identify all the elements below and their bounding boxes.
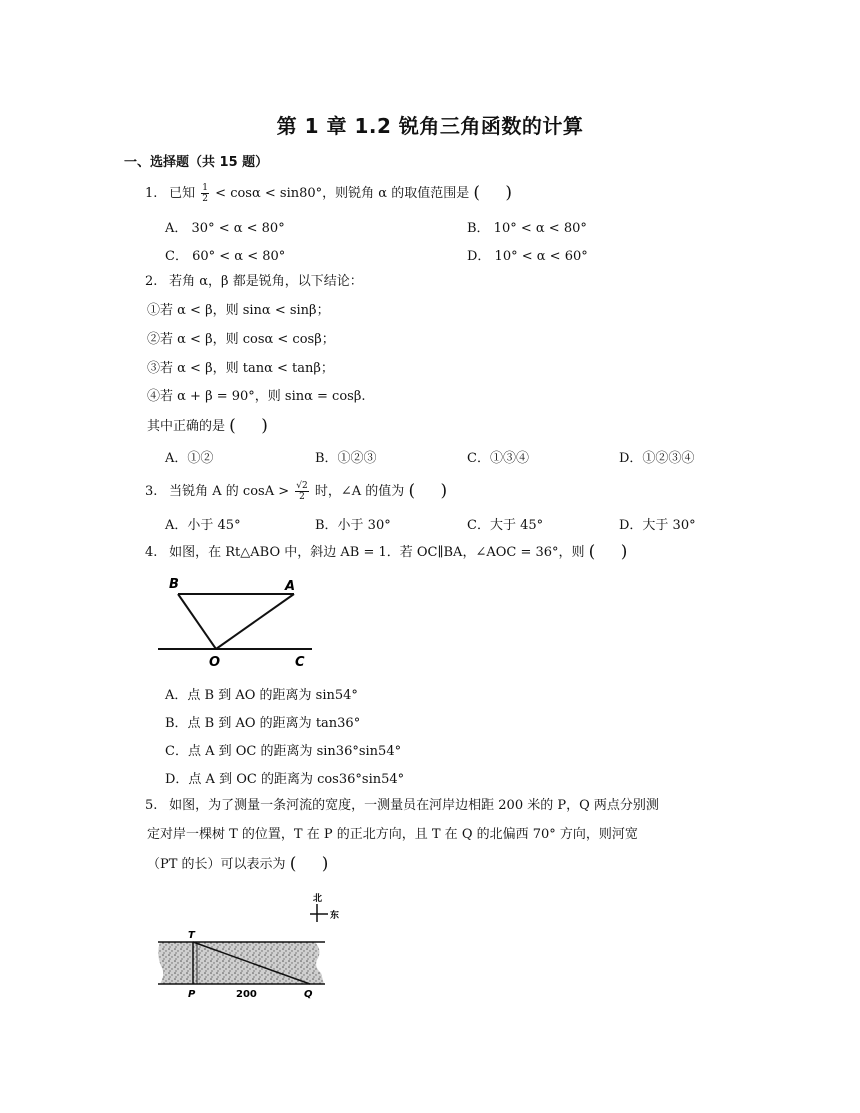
label-c: C: [295, 655, 305, 670]
label-o: O: [209, 655, 221, 670]
question-number: 3.: [145, 484, 158, 499]
option-c: C．点 A 到 OC 的距离为 sin36°sin54°: [165, 744, 402, 759]
question-2-ask: [147, 417, 278, 436]
question-number: 2.: [145, 274, 158, 289]
segment-bo: [178, 594, 216, 649]
option-a: A．①②: [165, 451, 214, 466]
question-text: 时，∠A 的值为: [314, 484, 405, 499]
label-q: Q: [304, 989, 313, 1000]
option-d: D．大于 30°: [619, 518, 696, 533]
label-b: B: [169, 577, 179, 592]
option-c: C． 60° < α < 80°: [165, 249, 286, 264]
answer-blank: ( ): [588, 542, 638, 562]
page-title: 第 1 章 1.2 锐角三角函数的计算: [276, 114, 584, 138]
question-text: 已知: [169, 186, 196, 201]
option-a: A．点 B 到 AO 的距离为 sin54°: [165, 688, 358, 703]
option-b: B．①②③: [315, 451, 377, 466]
option-a: A．小于 45°: [165, 518, 241, 533]
question-5-line-1: [145, 797, 659, 815]
option-a: A． 30° < α < 80°: [165, 221, 285, 236]
label-t: T: [188, 930, 195, 941]
question-text: 若角 α，β 都是锐角，以下结论：: [169, 274, 363, 289]
statement-2: ②若 α < β，则 cosα < cosβ；: [147, 332, 335, 347]
answer-blank: ( ): [473, 183, 523, 203]
fraction-numerator: 1: [202, 183, 209, 193]
statement-1: ①若 α < β，则 sinα < sinβ；: [147, 303, 330, 318]
label-distance: 200: [236, 989, 257, 1000]
option-b: B．小于 30°: [315, 518, 391, 533]
compass-east-label: 东: [330, 911, 340, 921]
label-a: A: [285, 579, 296, 594]
fraction: [295, 481, 308, 502]
option-c: C．①③④: [467, 451, 529, 466]
option-c: C．大于 45°: [467, 518, 544, 533]
question-5-line-2: 定对岸一棵树 T 的位置，T 在 P 的正北方向，且 T 在 Q 的北偏西 70° 方向，则河宽: [147, 827, 638, 842]
question-text: 如图，为了测量一条河流的宽度，一测量员在河岸边相距 200 米的 P，Q 两点分别测: [169, 798, 659, 813]
answer-blank: ( ): [229, 416, 278, 436]
river-figure: [150, 888, 350, 1003]
question-number: 1.: [145, 186, 158, 201]
question-4-stem: [145, 543, 637, 562]
statement-3: ③若 α < β，则 tanα < tanβ；: [147, 361, 334, 376]
fraction: [201, 183, 209, 204]
section-heading: 一、选择题（共 15 题）: [124, 155, 269, 170]
segment-ao: [216, 594, 294, 649]
option-d: D．点 A 到 OC 的距离为 cos36°sin54°: [165, 772, 405, 787]
question-text: 其中正确的是: [147, 419, 226, 434]
label-p: P: [188, 989, 196, 1000]
statement-4: ④若 α + β = 90°，则 sinα = cosβ.: [147, 389, 366, 404]
question-5-line-3: [147, 855, 338, 874]
fraction-denominator: 2: [202, 194, 209, 204]
triangle-figure: [150, 572, 320, 672]
question-text: 当锐角 A 的 cosA >: [169, 484, 290, 499]
option-b: B．点 B 到 AO 的距离为 tan36°: [165, 716, 361, 731]
question-number: 4.: [145, 545, 158, 560]
answer-blank: ( ): [408, 481, 458, 501]
question-1-stem: [145, 183, 522, 204]
option-b: B． 10° < α < 80°: [467, 221, 587, 236]
fraction-denominator: 2: [299, 492, 305, 502]
question-text: < cosα < sin80°，则锐角 α 的取值范围是: [215, 186, 470, 201]
answer-blank: ( ): [289, 854, 339, 874]
option-d: D． 10° < α < 60°: [467, 249, 588, 264]
question-text: 如图，在 Rt△ABO 中，斜边 AB = 1．若 OC∥BA，∠AOC = 36°，则: [169, 545, 585, 560]
compass-north-label: 北: [313, 894, 323, 904]
question-3-stem: [145, 481, 457, 502]
river-area: [158, 942, 324, 984]
question-number: 5.: [145, 798, 158, 813]
question-text: （PT 的长）可以表示为: [147, 857, 286, 872]
fraction-numerator: √2: [296, 481, 308, 491]
option-d: D．①②③④: [619, 451, 695, 466]
question-2-stem: [145, 273, 363, 291]
